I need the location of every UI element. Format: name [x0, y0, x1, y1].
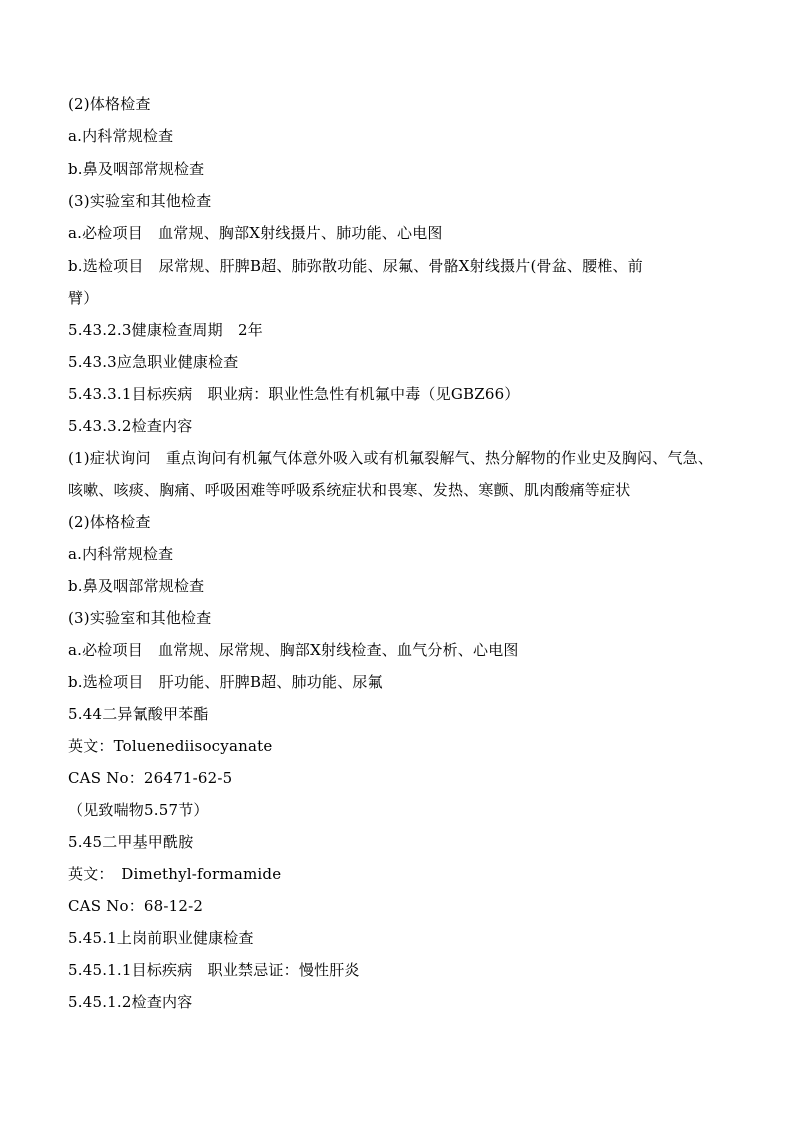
text-line: b.选检项目 肝功能、肝脾B超、肺功能、尿氟 — [68, 673, 383, 691]
text-line: 英文：Toluenediisocyanate — [68, 737, 273, 755]
text-line: 5.45.1.1目标疾病 职业禁忌证：慢性肝炎 — [68, 961, 360, 979]
text-line: a.必检项目 血常规、胸部X射线摄片、肺功能、心电图 — [68, 224, 443, 242]
text-line: 咳嗽、咳痰、胸痛、呼吸困难等呼吸系统症状和畏寒、发热、寒颤、肌肉酸痛等症状 — [68, 481, 631, 499]
text-line: （见致喘物5.57节） — [68, 801, 209, 819]
text-line: 5.45.1.2检查内容 — [68, 993, 193, 1011]
text-line: (2)体格检查 — [68, 513, 151, 531]
text-line: (3)实验室和其他检查 — [68, 609, 212, 627]
text-line: a.内科常规检查 — [68, 545, 174, 563]
text-line: 英文： Dimethyl-formamide — [68, 865, 282, 883]
text-line: (2)体格检查 — [68, 95, 151, 113]
text-line: 5.45二甲基甲酰胺 — [68, 833, 194, 851]
text-line: a.内科常规检查 — [68, 127, 174, 145]
text-line: (3)实验室和其他检查 — [68, 192, 212, 210]
text-line: 5.43.3.1目标疾病 职业病：职业性急性有机氟中毒（见GBZ66） — [68, 385, 520, 403]
text-line: 臂） — [68, 289, 99, 307]
text-line: b.选检项目 尿常规、肝脾B超、肺弥散功能、尿氟、骨骼X射线摄片(骨盆、腰椎、前 — [68, 257, 643, 275]
text-line: (1)症状询问 重点询问有机氟气体意外吸入或有机氟裂解气、热分解物的作业史及胸闷、气急、 — [68, 449, 714, 467]
text-line: 5.43.3应急职业健康检查 — [68, 353, 239, 371]
text-line: a.必检项目 血常规、尿常规、胸部X射线检查、血气分析、心电图 — [68, 641, 519, 659]
text-line: CAS No：26471-62-5 — [68, 769, 233, 787]
text-line: 5.43.3.2检查内容 — [68, 417, 193, 435]
text-line: b.鼻及咽部常规检查 — [68, 577, 205, 595]
text-line: CAS No：68-12-2 — [68, 897, 204, 915]
text-line: 5.44二异氰酸甲苯酯 — [68, 705, 209, 723]
text-line: 5.43.2.3健康检查周期 2年 — [68, 321, 263, 339]
text-line: 5.45.1上岗前职业健康检查 — [68, 929, 254, 947]
text-line: b.鼻及咽部常规检查 — [68, 160, 205, 178]
